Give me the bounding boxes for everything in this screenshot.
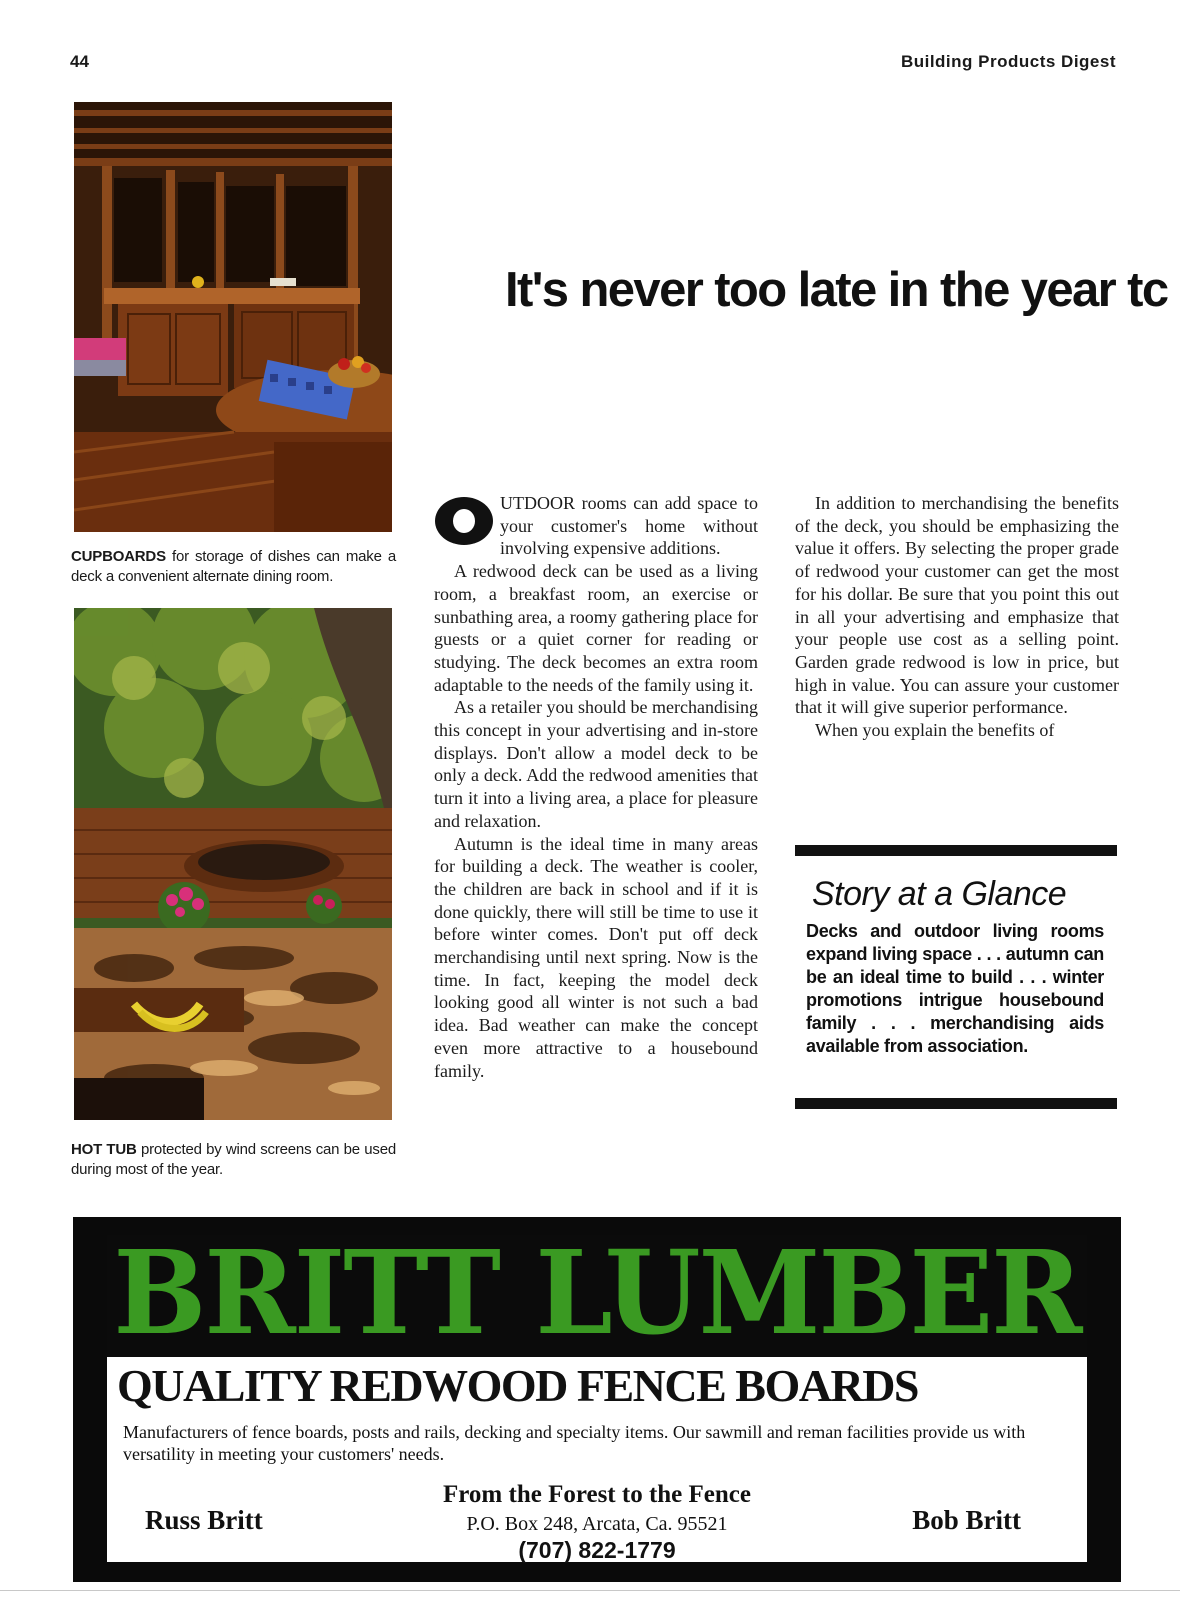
paragraph <box>434 492 758 560</box>
ad-phone: (707) 822-1779 <box>518 1537 676 1563</box>
ad-description: Manufacturers of fence boards, posts and rails, decking and specialty items. Our sawmill and reman facilities provide us with versatility in meeting your customers' needs. <box>123 1422 1026 1464</box>
ad-address: P.O. Box 248, Arcata, Ca. 95521 <box>466 1513 728 1535</box>
drop-cap <box>434 496 494 546</box>
ad-contact-right: Bob Britt <box>912 1505 1021 1535</box>
paragraph: When you explain the benefits of <box>815 720 1055 741</box>
britt-lumber-advertisement <box>73 1217 1121 1582</box>
photo-caption-cupboards <box>71 547 396 587</box>
caption-lead: CUPBOARDS <box>71 548 166 565</box>
ad-panel <box>107 1224 1087 1563</box>
article-column-2 <box>795 492 1119 742</box>
paragraph: Autumn is the ideal time in many areas for building a deck. The weather is cooler, the children are back in school and if it is done quickly, there will still be time to use it before winter comes. Don't put off deck merchandising until next spring. Now is the time. In fact, keeping the model deck looking good all winter is not such a bad idea. Bad weather can make the concept even more attractive to a housebound family. <box>434 833 758 1081</box>
paragraph: As a retailer you should be merchandising this concept in your advertising and in-store displays. Don't allow a model deck to be only a deck. Add the redwood amenities that turn it into a living area, a place for pleasure and relaxation. <box>434 697 758 831</box>
ad-contact-left: Russ Britt <box>145 1505 263 1535</box>
paragraph: A redwood deck can be used as a living room, a breakfast room, an exercise or sunbathing area, a roomy gathering place for guests or a quiet corner for reading or studying. The deck becomes an extra room adaptable to the needs of the family using it. <box>434 561 758 695</box>
caption-text: protected by wind screens can be used during most of the year. <box>71 1141 396 1178</box>
caption-text: for storage of dishes can make a deck a convenient alternate dining room. <box>71 548 396 585</box>
ad-logo-banner <box>107 1224 1087 1361</box>
glance-title: Story at a Glance <box>812 875 1067 913</box>
ad-logo: BRITT LUMBER <box>113 1224 1081 1361</box>
ad-tagline: QUALITY REDWOOD FENCE BOARDS <box>117 1360 919 1411</box>
deck-dining-room-photo <box>74 102 392 532</box>
glance-bottom-rule <box>795 1098 1117 1109</box>
article-column-1 <box>434 492 758 1082</box>
photo-caption-hot-tub <box>71 1140 396 1180</box>
page-number: 44 <box>70 52 89 71</box>
publication-name: Building Products Digest <box>900 52 1116 71</box>
paragraph: In addition to merchandising the benefits of the deck, you should be emphasizing the value it offers. By selecting the proper grade of redwood your customer can get the most for his dollar. Be sure that you point this out in all your advertising and emphasize that your people use cost as a selling point. Garden grade redwood is low in price, but high in value. You can assure your customer that it will give superior performance. <box>795 493 1119 718</box>
glance-top-rule <box>795 845 1117 856</box>
drop-cap-glyph <box>434 496 494 546</box>
ad-slogan: From the Forest to the Fence <box>443 1481 751 1508</box>
page-edge-line <box>0 1590 1180 1591</box>
hot-tub-deck-photo <box>74 608 392 1120</box>
caption-lead: HOT TUB <box>71 1141 137 1158</box>
glance-summary: Decks and outdoor living rooms expand living space . . . autumn can be an ideal time to build . . . winter promotions intrigue housebound family . . . merchandising aids available from association. <box>806 921 1104 1056</box>
article-headline: It's never too late in the year tc <box>505 263 1168 317</box>
paragraph-text: UTDOOR rooms can add space to your customer's home without involving expensive additions. <box>500 493 758 559</box>
